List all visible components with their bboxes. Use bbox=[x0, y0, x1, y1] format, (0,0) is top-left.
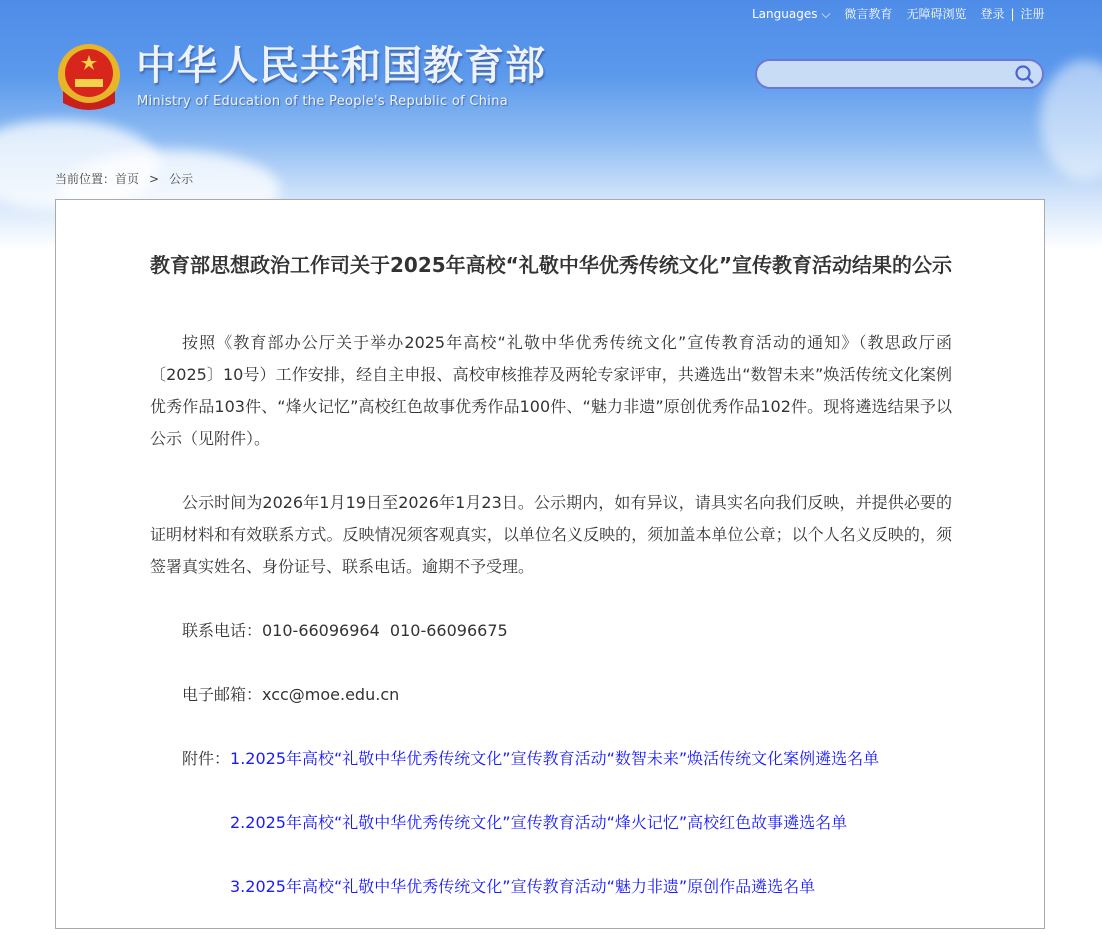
contact-phone: 联系电话：010-66096964 010-66096675 bbox=[182, 621, 508, 640]
divider: | bbox=[1010, 7, 1015, 21]
article-paragraph: 按照《教育部办公厅关于举办2025年高校“礼敬中华优秀传统文化”宣传教育活动的通知》（教思政厅函〔2025〕10号）工作安排，经自主申报、高校审核推荐及两轮专家评审，共遴选出“数智未来”焕活传统文化案例优秀作品103件、“烽火记忆”高校红色故事优秀作品100件、“魅力非遗”原创优秀作品102件。现将遴选结果予以公示（见附件）。 bbox=[150, 333, 952, 448]
attachments-label: 附件： bbox=[182, 749, 231, 768]
search-icon[interactable] bbox=[1014, 64, 1036, 86]
breadcrumb bbox=[55, 171, 193, 187]
languages-label: Languages bbox=[752, 7, 818, 21]
attachment-link-1[interactable]: 1.2025年高校“礼敬中华优秀传统文化”宣传教育活动“数智未来”焕活传统文化案例遴选名单 bbox=[230, 749, 880, 768]
attachment-link-3[interactable]: 3.2025年高校“礼敬中华优秀传统文化”宣传教育活动“魅力非遗”原创作品遴选名单 bbox=[230, 877, 816, 896]
attachment-row bbox=[150, 871, 952, 903]
chevron-right-icon: > bbox=[149, 172, 160, 186]
contact-email: 电子邮箱：xcc@moe.edu.cn bbox=[182, 685, 400, 704]
breadcrumb-label: 当前位置： bbox=[55, 172, 116, 186]
site-logo-title: 中华人民共和国教育部 bbox=[136, 43, 546, 89]
search-box bbox=[755, 59, 1044, 89]
attachment-link-2[interactable]: 2.2025年高校“礼敬中华优秀传统文化”宣传教育活动“烽火记忆”高校红色故事遴选名单 bbox=[230, 813, 848, 832]
attachment-row bbox=[150, 807, 952, 839]
site-logo-subtitle: Ministry of Education of the People's Republic of China bbox=[137, 94, 509, 109]
languages-menu[interactable] bbox=[752, 6, 830, 22]
top-nav bbox=[752, 6, 1045, 22]
article-title: 教育部思想政治工作司关于2025年高校“礼敬中华优秀传统文化”宣传教育活动结果的公示 bbox=[150, 253, 952, 277]
chevron-down-icon: ⌵ bbox=[821, 7, 831, 21]
weiyan-link[interactable]: 微言教育 bbox=[844, 7, 893, 21]
login-link[interactable]: 登录 bbox=[980, 7, 1005, 21]
search-input[interactable] bbox=[757, 61, 1007, 87]
breadcrumb-home[interactable]: 首页 bbox=[115, 172, 140, 186]
attachment-row bbox=[150, 743, 952, 775]
breadcrumb-current[interactable]: 公示 bbox=[169, 172, 194, 186]
article bbox=[150, 250, 952, 935]
national-emblem-icon bbox=[57, 43, 121, 111]
accessibility-link[interactable]: 无障碍浏览 bbox=[906, 7, 967, 21]
dandelion-decoration bbox=[1040, 60, 1102, 180]
article-paragraph: 公示时间为2026年1月19日至2026年1月23日。公示期内，如有异议，请具实名向我们反映，并提供必要的证明材料和有效联系方式。反映情况须客观真实，以单位名义反映的，须加盖本单位公章；以个人名义反映的，须签署真实姓名、身份证号、联系电话。逾期不予受理。 bbox=[150, 493, 952, 576]
register-link[interactable]: 注册 bbox=[1020, 7, 1045, 21]
